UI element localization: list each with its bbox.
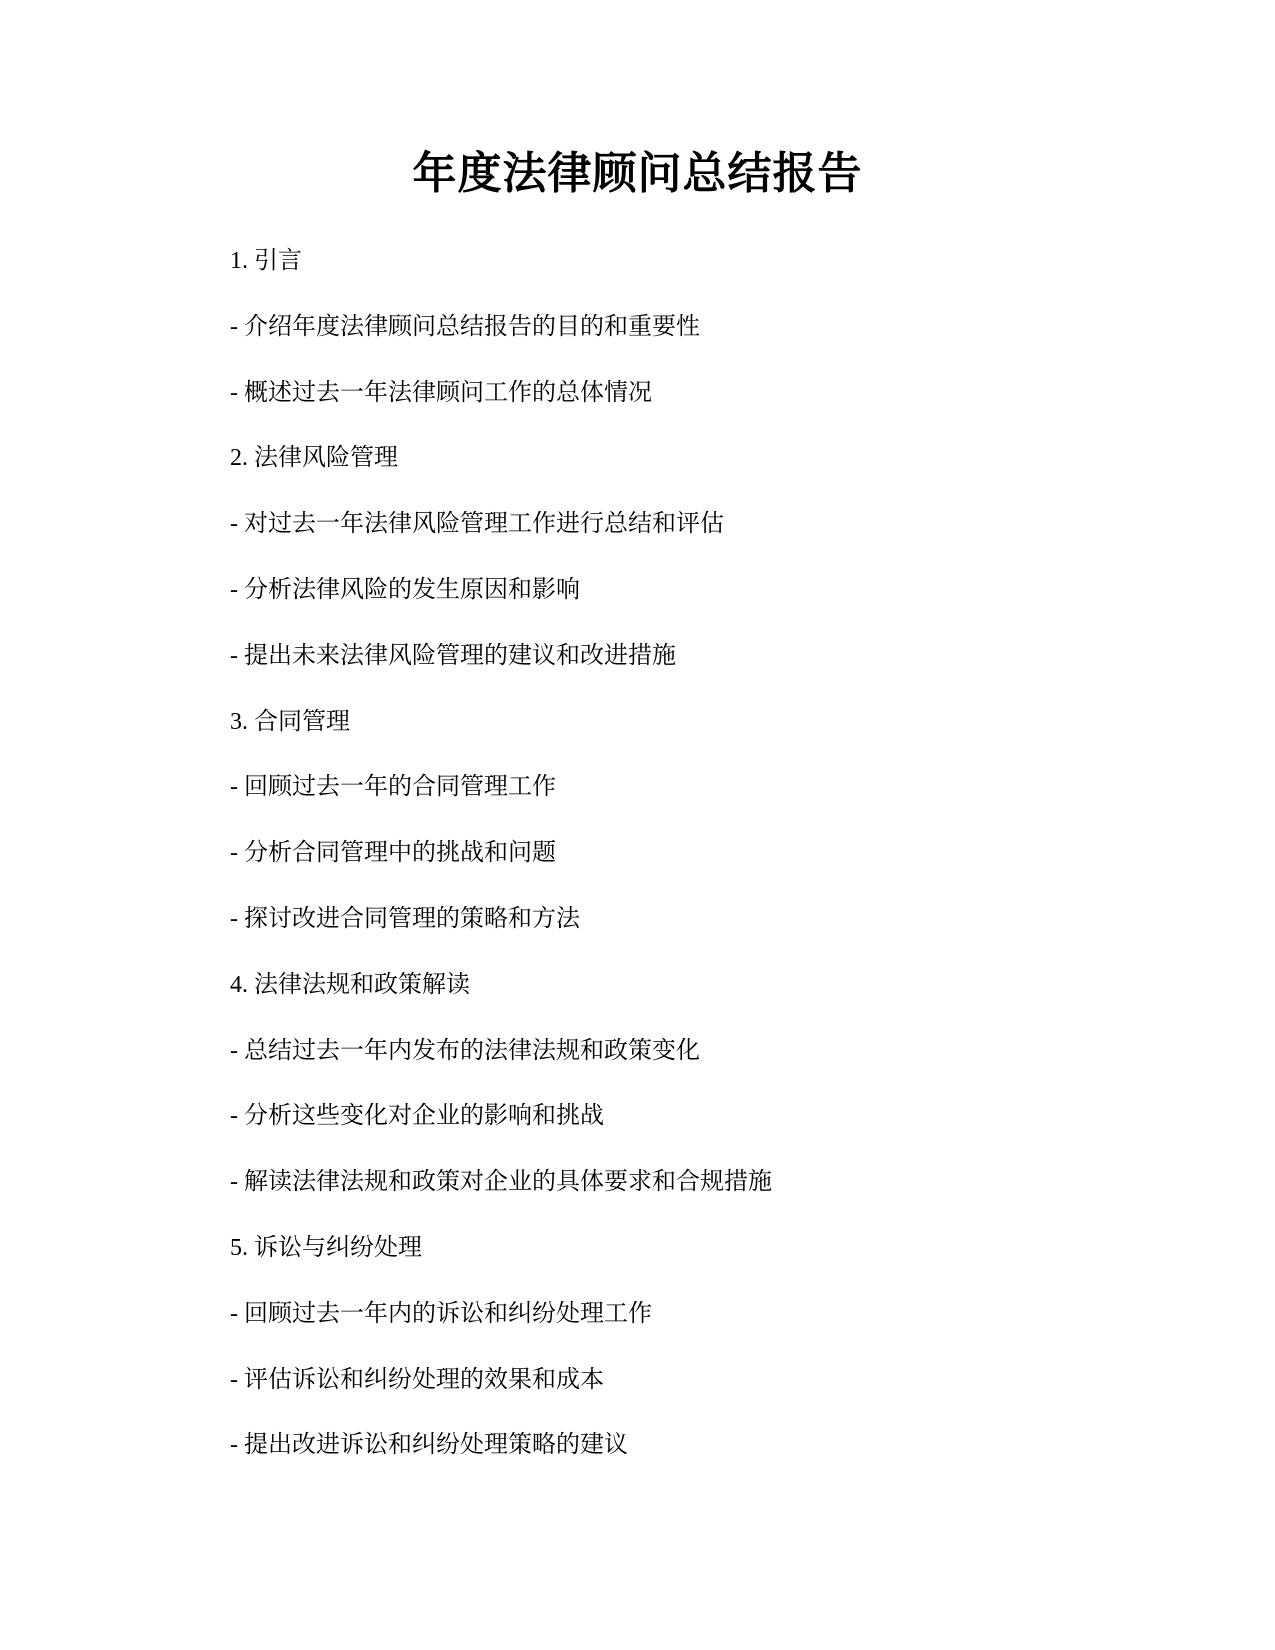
bullet-item: - 分析法律风险的发生原因和影响 [230,576,580,603]
bullet-item: - 评估诉讼和纠纷处理的效果和成本 [230,1366,604,1393]
bullet-item: - 对过去一年法律风险管理工作进行总结和评估 [230,511,724,538]
bullet-item: - 解读法律法规和政策对企业的具体要求和合规措施 [230,1169,772,1196]
section-heading: 1. 引言 [230,248,302,274]
document-body [230,246,1090,1496]
bullet-item: - 提出改进诉讼和纠纷处理策略的建议 [230,1432,628,1459]
bullet-item: - 提出未来法律风险管理的建议和改进措施 [230,642,676,669]
bullet-item: - 分析这些变化对企业的影响和挑战 [230,1103,604,1130]
section-heading: 3. 合同管理 [230,708,350,735]
document-title: 年度法律顾问总结报告 [412,148,863,199]
bullet-item: - 探讨改进合同管理的策略和方法 [230,905,580,932]
bullet-item: - 总结过去一年内发布的法律法规和政策变化 [230,1037,700,1064]
section-heading: 4. 法律法规和政策解读 [230,971,470,998]
bullet-item: - 回顾过去一年的合同管理工作 [230,774,556,801]
bullet-item: - 回顾过去一年内的诉讼和纠纷处理工作 [230,1300,652,1327]
bullet-item: - 分析合同管理中的挑战和问题 [230,840,556,867]
bullet-item: - 概述过去一年法律顾问工作的总体情况 [230,379,652,406]
section-heading: 5. 诉讼与纠纷处理 [230,1234,422,1261]
bullet-item: - 介绍年度法律顾问总结报告的目的和重要性 [230,313,700,340]
section-heading: 2. 法律风险管理 [230,445,398,472]
